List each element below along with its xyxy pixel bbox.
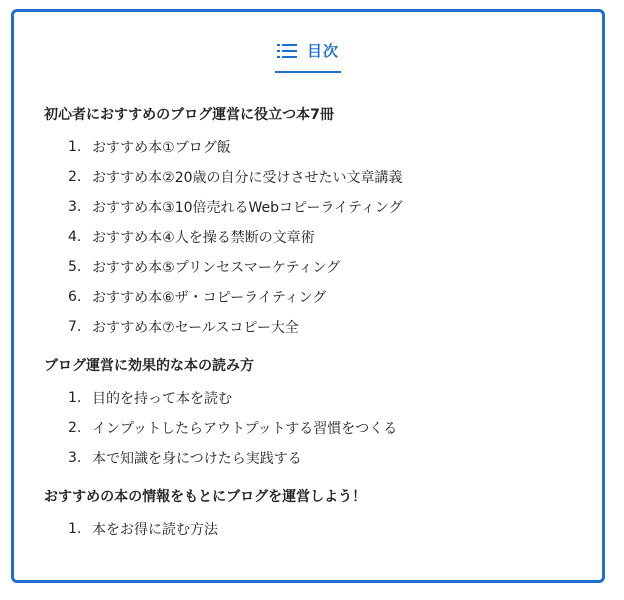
item-text: おすすめ本①ブログ飯 xyxy=(92,140,231,156)
toc-item-link[interactable] xyxy=(44,132,582,162)
toc-item-link[interactable] xyxy=(44,383,582,413)
item-number: 4. xyxy=(68,229,82,245)
item-text: おすすめ本③10倍売れるWebコピーライティング xyxy=(92,200,403,216)
item-number: 3. xyxy=(68,450,82,466)
item-text: おすすめ本⑤プリンセスマーケティング xyxy=(92,260,341,276)
item-number: 5. xyxy=(68,259,82,275)
toc-content xyxy=(44,104,582,557)
toc-item-link[interactable] xyxy=(44,312,582,342)
item-number: 1. xyxy=(68,390,82,406)
toc-item-link[interactable] xyxy=(44,282,582,312)
toc-list xyxy=(44,383,582,473)
toc-section xyxy=(44,486,582,544)
item-number: 6. xyxy=(68,289,82,305)
toc-item-link[interactable] xyxy=(44,413,582,443)
item-text: おすすめ本④人を操る禁断の文章術 xyxy=(92,230,315,246)
table-of-contents xyxy=(11,9,605,583)
item-number: 3. xyxy=(68,199,82,215)
item-text: おすすめ本⑥ザ・コピーライティング xyxy=(92,290,327,306)
toc-item-link[interactable] xyxy=(44,514,582,544)
item-text: インプットしたらアウトプットする習慣をつくる xyxy=(92,421,398,437)
toc-section xyxy=(44,104,582,342)
toc-section-heading-link[interactable]: ブログ運営に効果的な本の読み方 xyxy=(44,358,254,374)
toc-toggle[interactable] xyxy=(275,40,341,73)
toc-item-link[interactable] xyxy=(44,252,582,282)
toc-list xyxy=(44,132,582,342)
item-text: 目的を持って本を読む xyxy=(92,391,232,407)
item-number: 2. xyxy=(68,169,82,185)
item-number: 1. xyxy=(68,521,82,537)
toc-section-heading-link[interactable]: 初心者におすすめのブログ運営に役立つ本7冊 xyxy=(44,107,334,123)
item-text: おすすめ本⑦セールスコピー大全 xyxy=(92,320,299,336)
item-text: 本をお得に読む方法 xyxy=(92,522,218,538)
toc-item-link[interactable] xyxy=(44,162,582,192)
item-number: 2. xyxy=(68,420,82,436)
toc-section-heading-link[interactable]: おすすめの本の情報をもとにブログを運営しよう！ xyxy=(44,489,367,505)
toc-header xyxy=(14,40,602,73)
list-icon xyxy=(277,43,297,59)
toc-item-link[interactable] xyxy=(44,192,582,222)
item-number: 7. xyxy=(68,319,82,335)
item-text: おすすめ本②20歳の自分に受けさせたい文章講義 xyxy=(92,170,403,186)
item-number: 1. xyxy=(68,139,82,155)
toc-item-link[interactable] xyxy=(44,443,582,473)
toc-list xyxy=(44,514,582,544)
item-text: 本で知識を身につけたら実践する xyxy=(92,451,302,467)
toc-section xyxy=(44,355,582,473)
toc-title: 目次 xyxy=(306,42,339,60)
toc-item-link[interactable] xyxy=(44,222,582,252)
